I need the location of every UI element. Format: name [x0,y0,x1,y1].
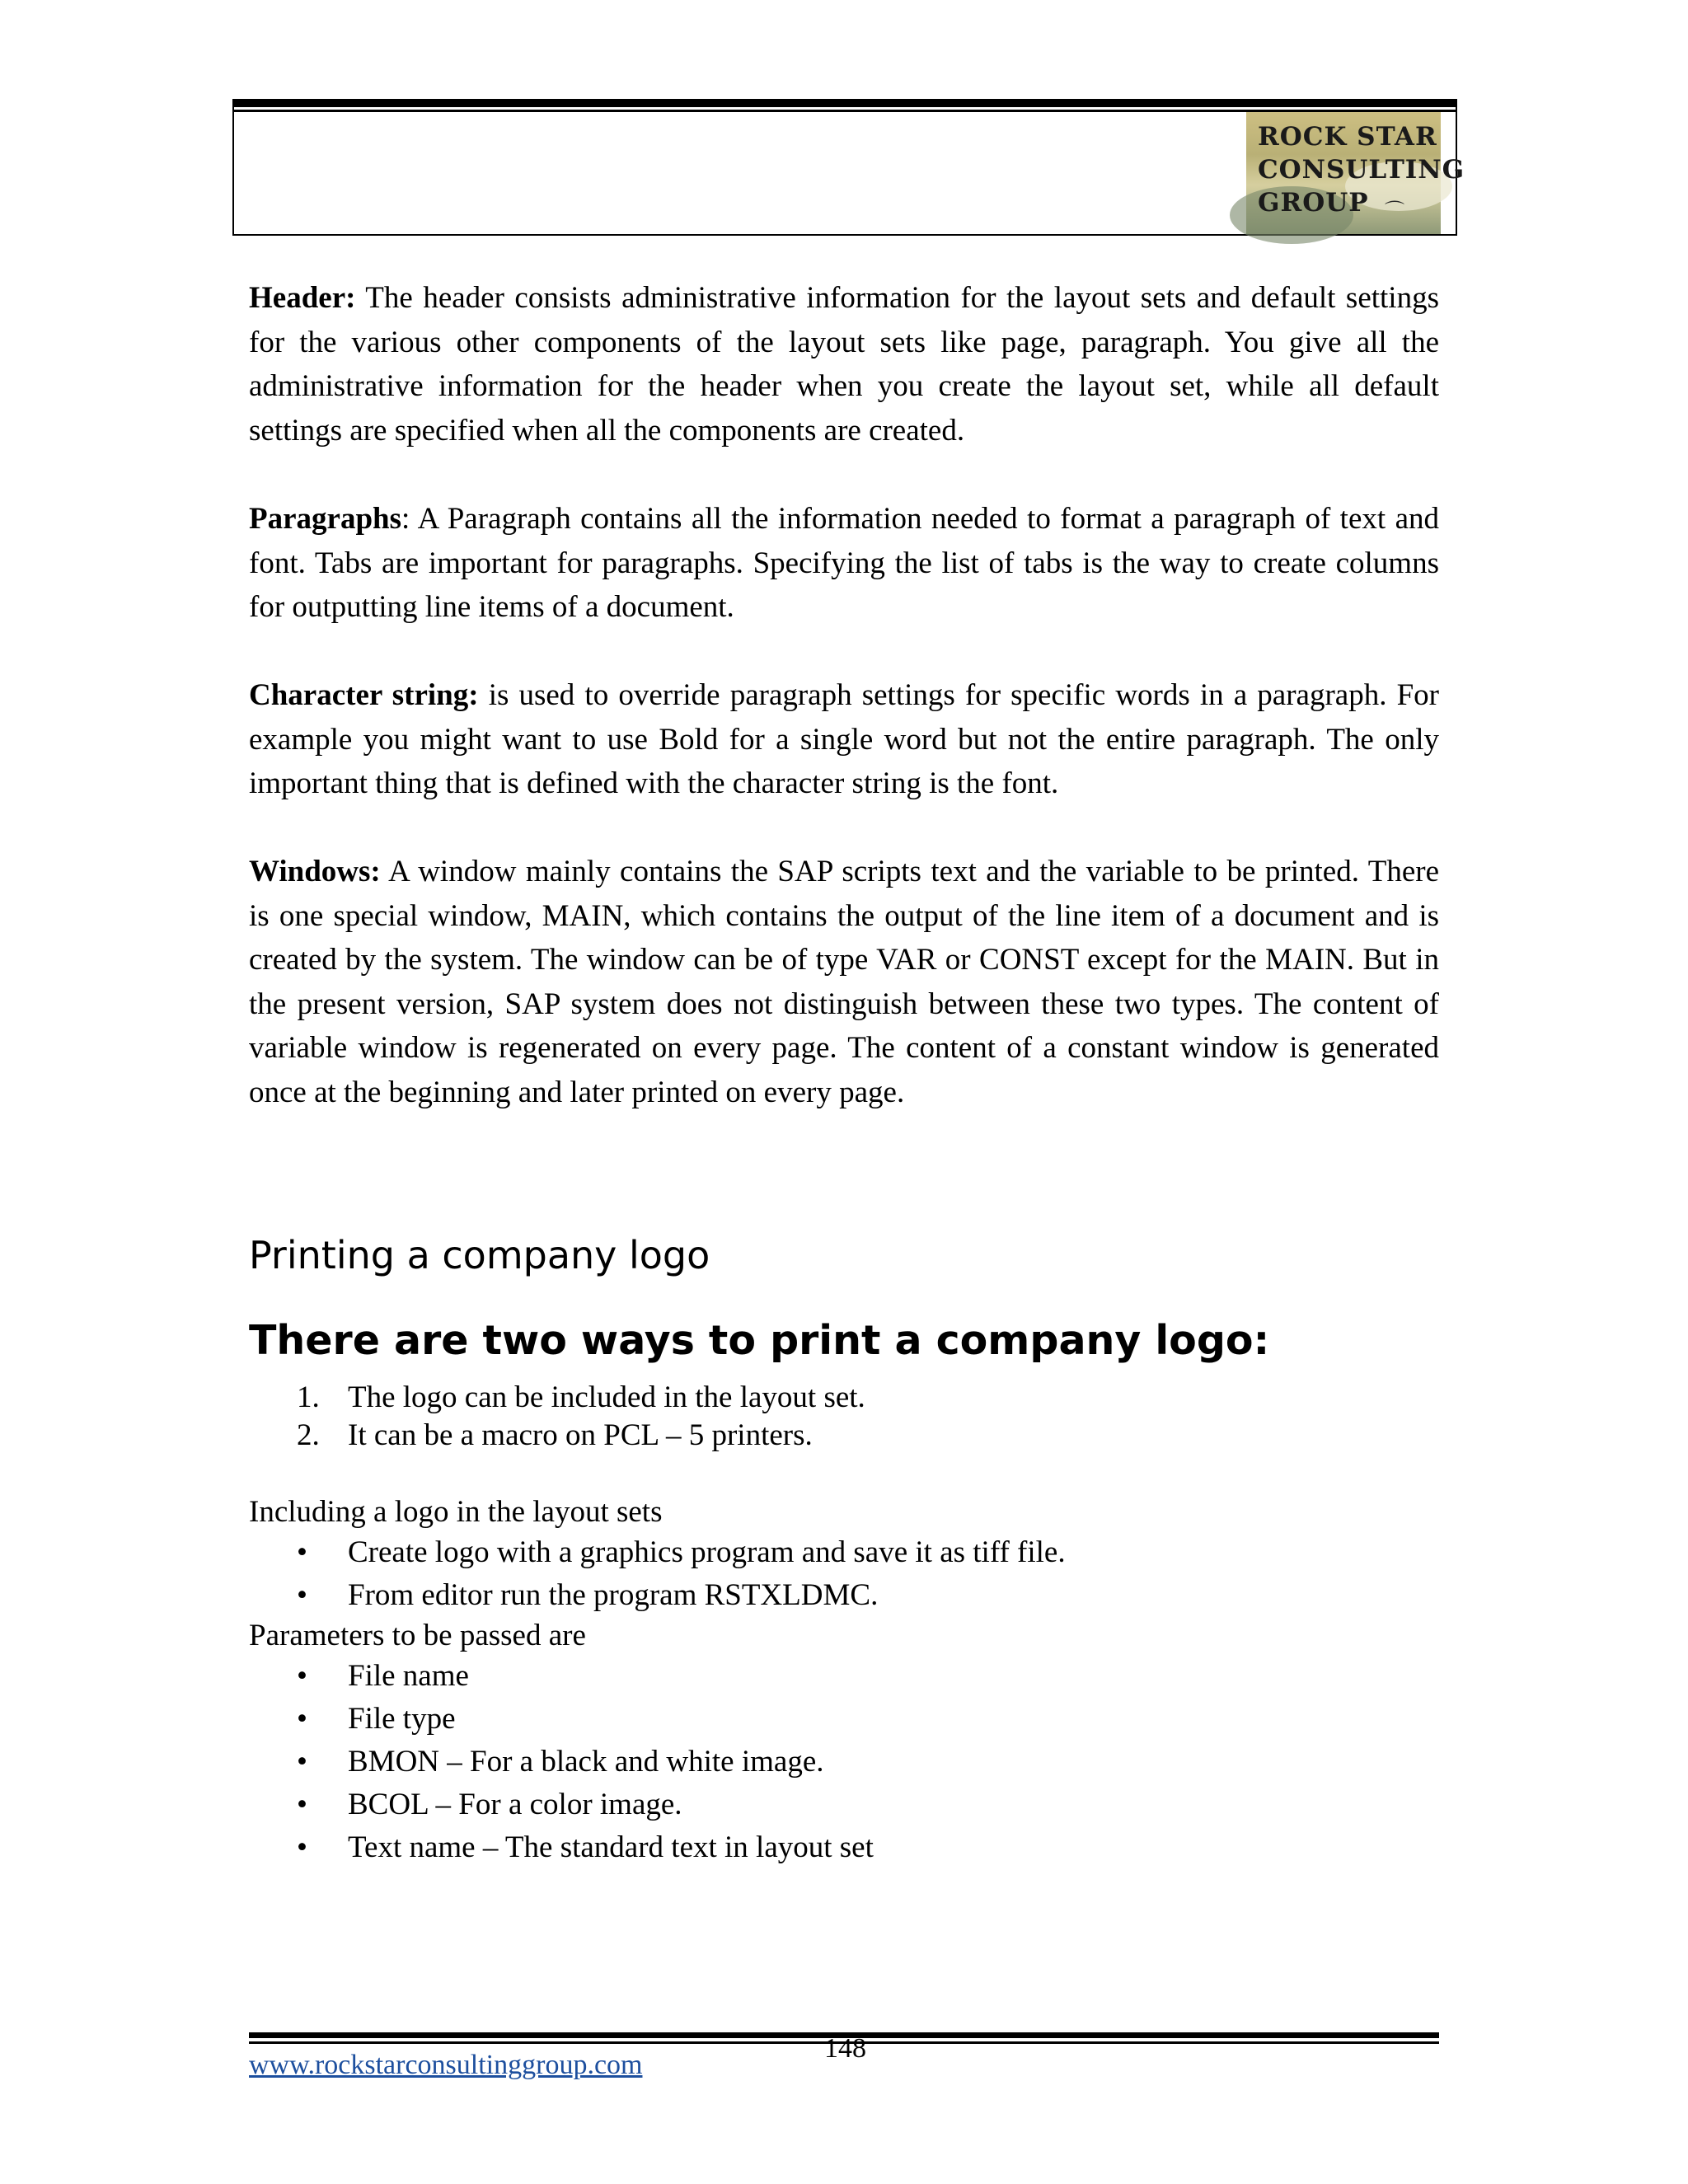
list-text: It can be a macro on PCL – 5 printers. [348,1418,813,1452]
character-string-description: is used to override paragraph settings for specific words in a paragraph. For example you might want to use Bold for a single word but not the entire paragraph. The only important thing that is defined with the character string is the font. [249,678,1439,800]
bullet-icon: • [297,1830,307,1864]
logo-line-3: GROUP [1258,188,1369,218]
logo-subheading: Printing a company logo [249,1233,710,1277]
paragraphs-term: Paragraphs [249,502,401,536]
bullet-icon: • [297,1535,307,1569]
paragraphs-description: : A Paragraph contains all the information needed to format a paragraph of text and font. Tabs are important for paragraphs. Specifying the list of tabs is the way to create columns for outputting line items of a document. [249,502,1439,624]
including-intro: Including a logo in the layout sets [249,1495,663,1529]
logo-line-2: CONSULTING [1258,155,1465,185]
list-text: BCOL – For a color image. [348,1788,682,1821]
paragraphs-definition [249,497,1439,630]
windows-description: A window mainly contains the SAP scripts text and the variable to be printed. There is one special window, MAIN, which contains the output of the line item of a document and is created by the system. The window can be of type VAR or CONST except for the MAIN. But in the present version, SAP system does not distinguish between these two types. The content of variable window is regenerated on every page. The content of a constant window is generated once at the beginning and later printed on every page. [249,855,1439,1109]
header-rule-thick [232,99,1457,107]
page-number: 148 [824,2033,866,2064]
list-number: 1. [297,1380,320,1414]
bullet-icon: • [297,1788,307,1821]
logo-heading: There are two ways to print a company logo: [249,1317,1270,1364]
list-text: From editor run the program RSTXLDMC. [348,1578,879,1612]
bullet-icon: • [297,1745,307,1779]
company-logo [1246,112,1465,234]
list-text: BMON – For a black and white image. [348,1745,824,1779]
character-string-term: Character string: [249,678,479,712]
bird-icon: ⌒ [1385,199,1404,223]
website-link[interactable]: www.rockstarconsultinggroup.com [249,2050,643,2080]
list-text: Create logo with a graphics program and save it as tiff file. [348,1535,1066,1569]
windows-term: Windows: [249,855,381,888]
list-text: Text name – The standard text in layout set [348,1830,874,1864]
character-string-definition [249,673,1439,806]
list-text: File type [348,1702,456,1736]
header-definition [249,276,1439,452]
params-intro: Parameters to be passed are [249,1619,586,1652]
bullet-icon: • [297,1702,307,1736]
logo-line-1: ROCK STAR [1258,122,1437,152]
bullet-icon: • [297,1578,307,1612]
header-description: The header consists administrative information for the layout sets and default settings for the various other components of the layout sets like page, paragraph. You give all the administrative information for the header when you create the layout set, while all default settings are specified when all the components are created. [249,281,1439,448]
list-number: 2. [297,1418,320,1452]
list-text: The logo can be included in the layout set. [348,1380,865,1414]
bullet-icon: • [297,1659,307,1693]
list-text: File name [348,1659,469,1693]
windows-definition [249,850,1439,1114]
header-term: Header: [249,281,356,315]
